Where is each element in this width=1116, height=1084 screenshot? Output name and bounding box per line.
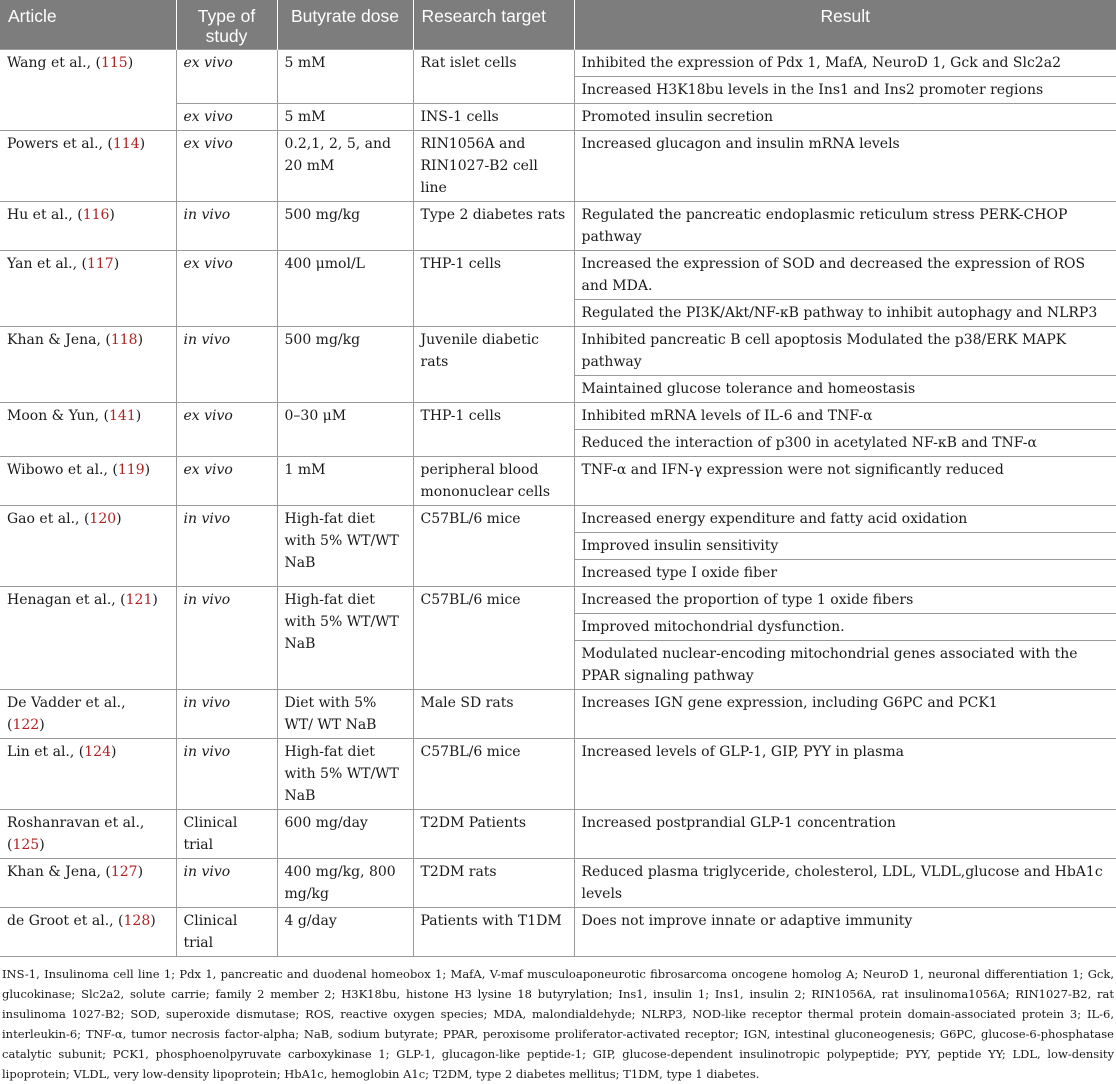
header-article: Article [0,0,176,50]
butyrate-dose-cell: 1 mM [277,457,413,506]
butyrate-dose-cell: 0.2,1, 2, 5, and 20 mM [277,131,413,202]
result-cell: Promoted insulin secretion [574,104,1116,131]
result-cell: Maintained glucose tolerance and homeostasis [574,376,1116,403]
table-footnote: INS-1, Insulinoma cell line 1; Pdx 1, pancreatic and duodenal homeobox 1; MafA, V-maf musculoaponeurotic fibrosarcoma oncogene homolog A; NeuroD 1, neuronal differentiation 1; Gck, glucokinase; Slc2a2, solute carrie; family 2 member 2; H3K18bu, histone H3 lysine 18 butyrylation; Ins1, insulin 1; Ins1, insulin 2; RIN1056A, rat insulinoma1056A; RIN1027-B2, rat insulinoma 1027-B2; SOD, superoxide dismutase; ROS, reactive oxygen species; MDA, malondialdehyde; NLRP3, NOD-like receptor thermal protein domain-associated protein 3; IL-6, interleukin-6; TNF-α, tumor necrosis factor-alpha; NaB, sodium butyrate; PPAR, peroxisome proliferator-activated receptor; IGN, intestinal gluconeogenesis; G6PC, glucose-6-phosphatase catalytic subunit; PCK1, phosphoenolpyruvate carboxykinase 1; GLP-1, glucagon-like peptide-1; GIP, glucose-dependent insulinotropic polypeptide; PYY, peptide YY; LDL, low-density lipoprotein; VLDL, very low-density lipoprotein; HbA1c, hemoglobin A1c; T2DM, type 2 diabetes mellitus; T1DM, type 1 diabetes. [2,967,1114,1081]
result-cell: Increased type I oxide fiber [574,560,1116,587]
type-of-study-cell: ex vivo [176,50,277,104]
article-close-paren: ) [137,864,144,880]
header-result: Result [574,0,1116,50]
header-type-of-study: Type of study [176,0,277,50]
article-reference-link[interactable]: 125 [12,837,40,853]
result-cell: Increases IGN gene expression, including G6PC and PCK1 [574,690,1116,739]
result-cell: Improved insulin sensitivity [574,533,1116,560]
article-cell [0,50,176,131]
butyrate-dose-cell: Diet with 5% WT/ WT NaB [277,690,413,739]
article-author: Henagan et al., ( [7,592,126,608]
type-of-study-cell: in vivo [176,690,277,739]
article-reference-link[interactable]: 118 [110,332,138,348]
butyrate-dose-cell: 400 mg/kg, 800 mg/kg [277,859,413,908]
butyrate-dose-cell: High-fat diet with 5% WT/WT NaB [277,587,413,690]
result-cell: Improved mitochondrial dysfunction. [574,614,1116,641]
butyrate-dose-cell: 500 mg/kg [277,327,413,403]
article-author: Lin et al., ( [7,744,85,760]
article-author: de Groot et al., ( [7,913,124,929]
article-close-paren: ) [113,256,120,272]
table-body [0,50,1116,957]
table-row [0,457,1116,506]
article-cell [0,859,176,908]
result-cell: Regulated the pancreatic endoplasmic reticulum stress PERK-CHOP pathway [574,202,1116,251]
article-close-paren: ) [116,511,122,527]
butyrate-dose-cell: 400 μmol/L [277,251,413,327]
research-target-cell: Juvenile diabetic rats [413,327,574,403]
result-cell: Inhibited the expression of Pdx 1, MafA, NeuroD 1, Gck and Slc2a2 [574,50,1116,77]
header-research-target: Research target [413,0,574,50]
article-close-paren: ) [39,837,45,853]
article-cell [0,202,176,251]
article-author: Moon & Yun, ( [7,408,109,424]
type-of-study-cell: in vivo [176,739,277,810]
article-close-paren: ) [152,592,158,608]
result-cell: Does not improve innate or adaptive immunity [574,908,1116,957]
article-close-paren: ) [110,744,117,760]
article-cell [0,908,176,957]
article-close-paren: ) [135,408,142,424]
result-cell: Increased the expression of SOD and decreased the expression of ROS and MDA. [574,251,1116,300]
article-close-paren: ) [144,462,151,478]
result-cell: Increased the proportion of type 1 oxide fibers [574,587,1116,614]
butyrate-dose-cell: 5 mM [277,50,413,104]
result-cell: TNF-α and IFN-γ expression were not significantly reduced [574,457,1116,506]
research-target-cell: THP-1 cells [413,251,574,327]
table-row [0,859,1116,908]
article-cell [0,327,176,403]
article-author: De Vadder et al., ( [7,695,126,733]
result-cell: Increased postprandial GLP-1 concentration [574,810,1116,859]
research-target-cell: Rat islet cells [413,50,574,104]
article-reference-link[interactable]: 117 [86,256,114,272]
article-cell [0,587,176,690]
article-close-paren: ) [39,717,45,733]
article-author: Powers et al., ( [7,136,113,152]
table-row [0,251,1116,300]
result-cell: Increased energy expenditure and fatty acid oxidation [574,506,1116,533]
research-target-cell: T2DM Patients [413,810,574,859]
result-cell: Inhibited mRNA levels of IL-6 and TNF-α [574,403,1116,430]
research-target-cell: Male SD rats [413,690,574,739]
table-row [0,327,1116,376]
article-cell [0,506,176,587]
article-author: Gao et al., ( [7,511,90,527]
result-cell: Reduced the interaction of p300 in acetylated NF-κB and TNF-α [574,430,1116,457]
type-of-study-cell: ex vivo [176,104,277,131]
article-close-paren: ) [109,207,115,223]
table-row [0,690,1116,739]
type-of-study-cell: ex vivo [176,403,277,457]
article-close-paren: ) [127,55,134,71]
article-reference-link[interactable]: 124 [84,744,111,760]
result-cell: Modulated nuclear-encoding mitochondrial genes associated with the PPAR signaling pathway [574,641,1116,690]
research-target-cell: RIN1056A and RIN1027-B2 cell line [413,131,574,202]
result-cell: Increased levels of GLP-1, GIP, PYY in plasma [574,739,1116,810]
article-cell [0,690,176,739]
article-author: Wibowo et al., ( [7,462,118,478]
article-reference-link[interactable]: 120 [89,511,117,527]
table-row [0,50,1116,77]
table-row [0,587,1116,614]
article-author: Wang et al., ( [7,55,101,71]
article-close-paren: ) [139,136,146,152]
type-of-study-cell: in vivo [176,327,277,403]
table-row [0,908,1116,957]
butyrate-dose-cell: High-fat diet with 5% WT/WT NaB [277,506,413,587]
article-cell [0,810,176,859]
table-row [0,202,1116,251]
article-cell [0,131,176,202]
research-target-cell: peripheral blood mononuclear cells [413,457,574,506]
article-reference-link[interactable]: 114 [112,136,140,152]
article-close-paren: ) [150,913,156,929]
article-reference-link[interactable]: 128 [123,913,151,929]
research-target-cell: C57BL/6 mice [413,587,574,690]
table-row [0,739,1116,810]
butyrate-dose-cell: 5 mM [277,104,413,131]
type-of-study-cell: ex vivo [176,131,277,202]
article-cell [0,739,176,810]
result-cell: Increased glucagon and insulin mRNA levels [574,131,1116,202]
research-target-cell: C57BL/6 mice [413,739,574,810]
type-of-study-cell: in vivo [176,859,277,908]
type-of-study-cell: ex vivo [176,457,277,506]
result-cell: Reduced plasma triglyceride, cholesterol, LDL, VLDL,glucose and HbA1c levels [574,859,1116,908]
type-of-study-cell: in vivo [176,202,277,251]
butyrate-dose-cell: 500 mg/kg [277,202,413,251]
article-cell [0,457,176,506]
type-of-study-cell: Clinical trial [176,810,277,859]
article-close-paren: ) [137,332,144,348]
butyrate-dose-cell: High-fat diet with 5% WT/WT NaB [277,739,413,810]
article-cell [0,251,176,327]
table-row [0,810,1116,859]
type-of-study-cell: in vivo [176,587,277,690]
article-author: Khan & Jena, ( [7,864,111,880]
result-cell: Increased H3K18bu levels in the Ins1 and Ins2 promoter regions [574,77,1116,104]
table-row [0,506,1116,533]
header-butyrate-dose: Butyrate dose [277,0,413,50]
article-author: Hu et al., ( [7,207,83,223]
type-of-study-cell: Clinical trial [176,908,277,957]
article-cell [0,403,176,457]
type-of-study-cell: ex vivo [176,251,277,327]
butyrate-dose-cell: 600 mg/day [277,810,413,859]
article-reference-link[interactable]: 116 [82,207,110,223]
research-target-cell: INS-1 cells [413,104,574,131]
research-target-cell: Patients with T1DM [413,908,574,957]
table-header-row [0,0,1116,50]
article-reference-link[interactable]: 122 [12,717,40,733]
article-reference-link[interactable]: 115 [100,55,128,71]
research-target-cell: T2DM rats [413,859,574,908]
research-target-cell: Type 2 diabetes rats [413,202,574,251]
article-author: Yan et al., ( [7,256,87,272]
research-target-cell: THP-1 cells [413,403,574,457]
table-row [0,131,1116,202]
article-author: Roshanravan et al., ( [7,815,145,853]
article-reference-link[interactable]: 121 [125,592,153,608]
table-row [0,403,1116,430]
article-reference-link[interactable]: 119 [117,462,145,478]
result-cell: Inhibited pancreatic B cell apoptosis Modulated the p38/ERK MAPK pathway [574,327,1116,376]
butyrate-dose-cell: 4 g/day [277,908,413,957]
article-reference-link[interactable]: 141 [109,408,136,424]
article-author: Khan & Jena, ( [7,332,111,348]
butyrate-dose-cell: 0–30 μM [277,403,413,457]
result-cell: Regulated the PI3K/Akt/NF-κB pathway to inhibit autophagy and NLRP3 [574,300,1116,327]
article-reference-link[interactable]: 127 [110,864,138,880]
research-target-cell: C57BL/6 mice [413,506,574,587]
type-of-study-cell: in vivo [176,506,277,587]
